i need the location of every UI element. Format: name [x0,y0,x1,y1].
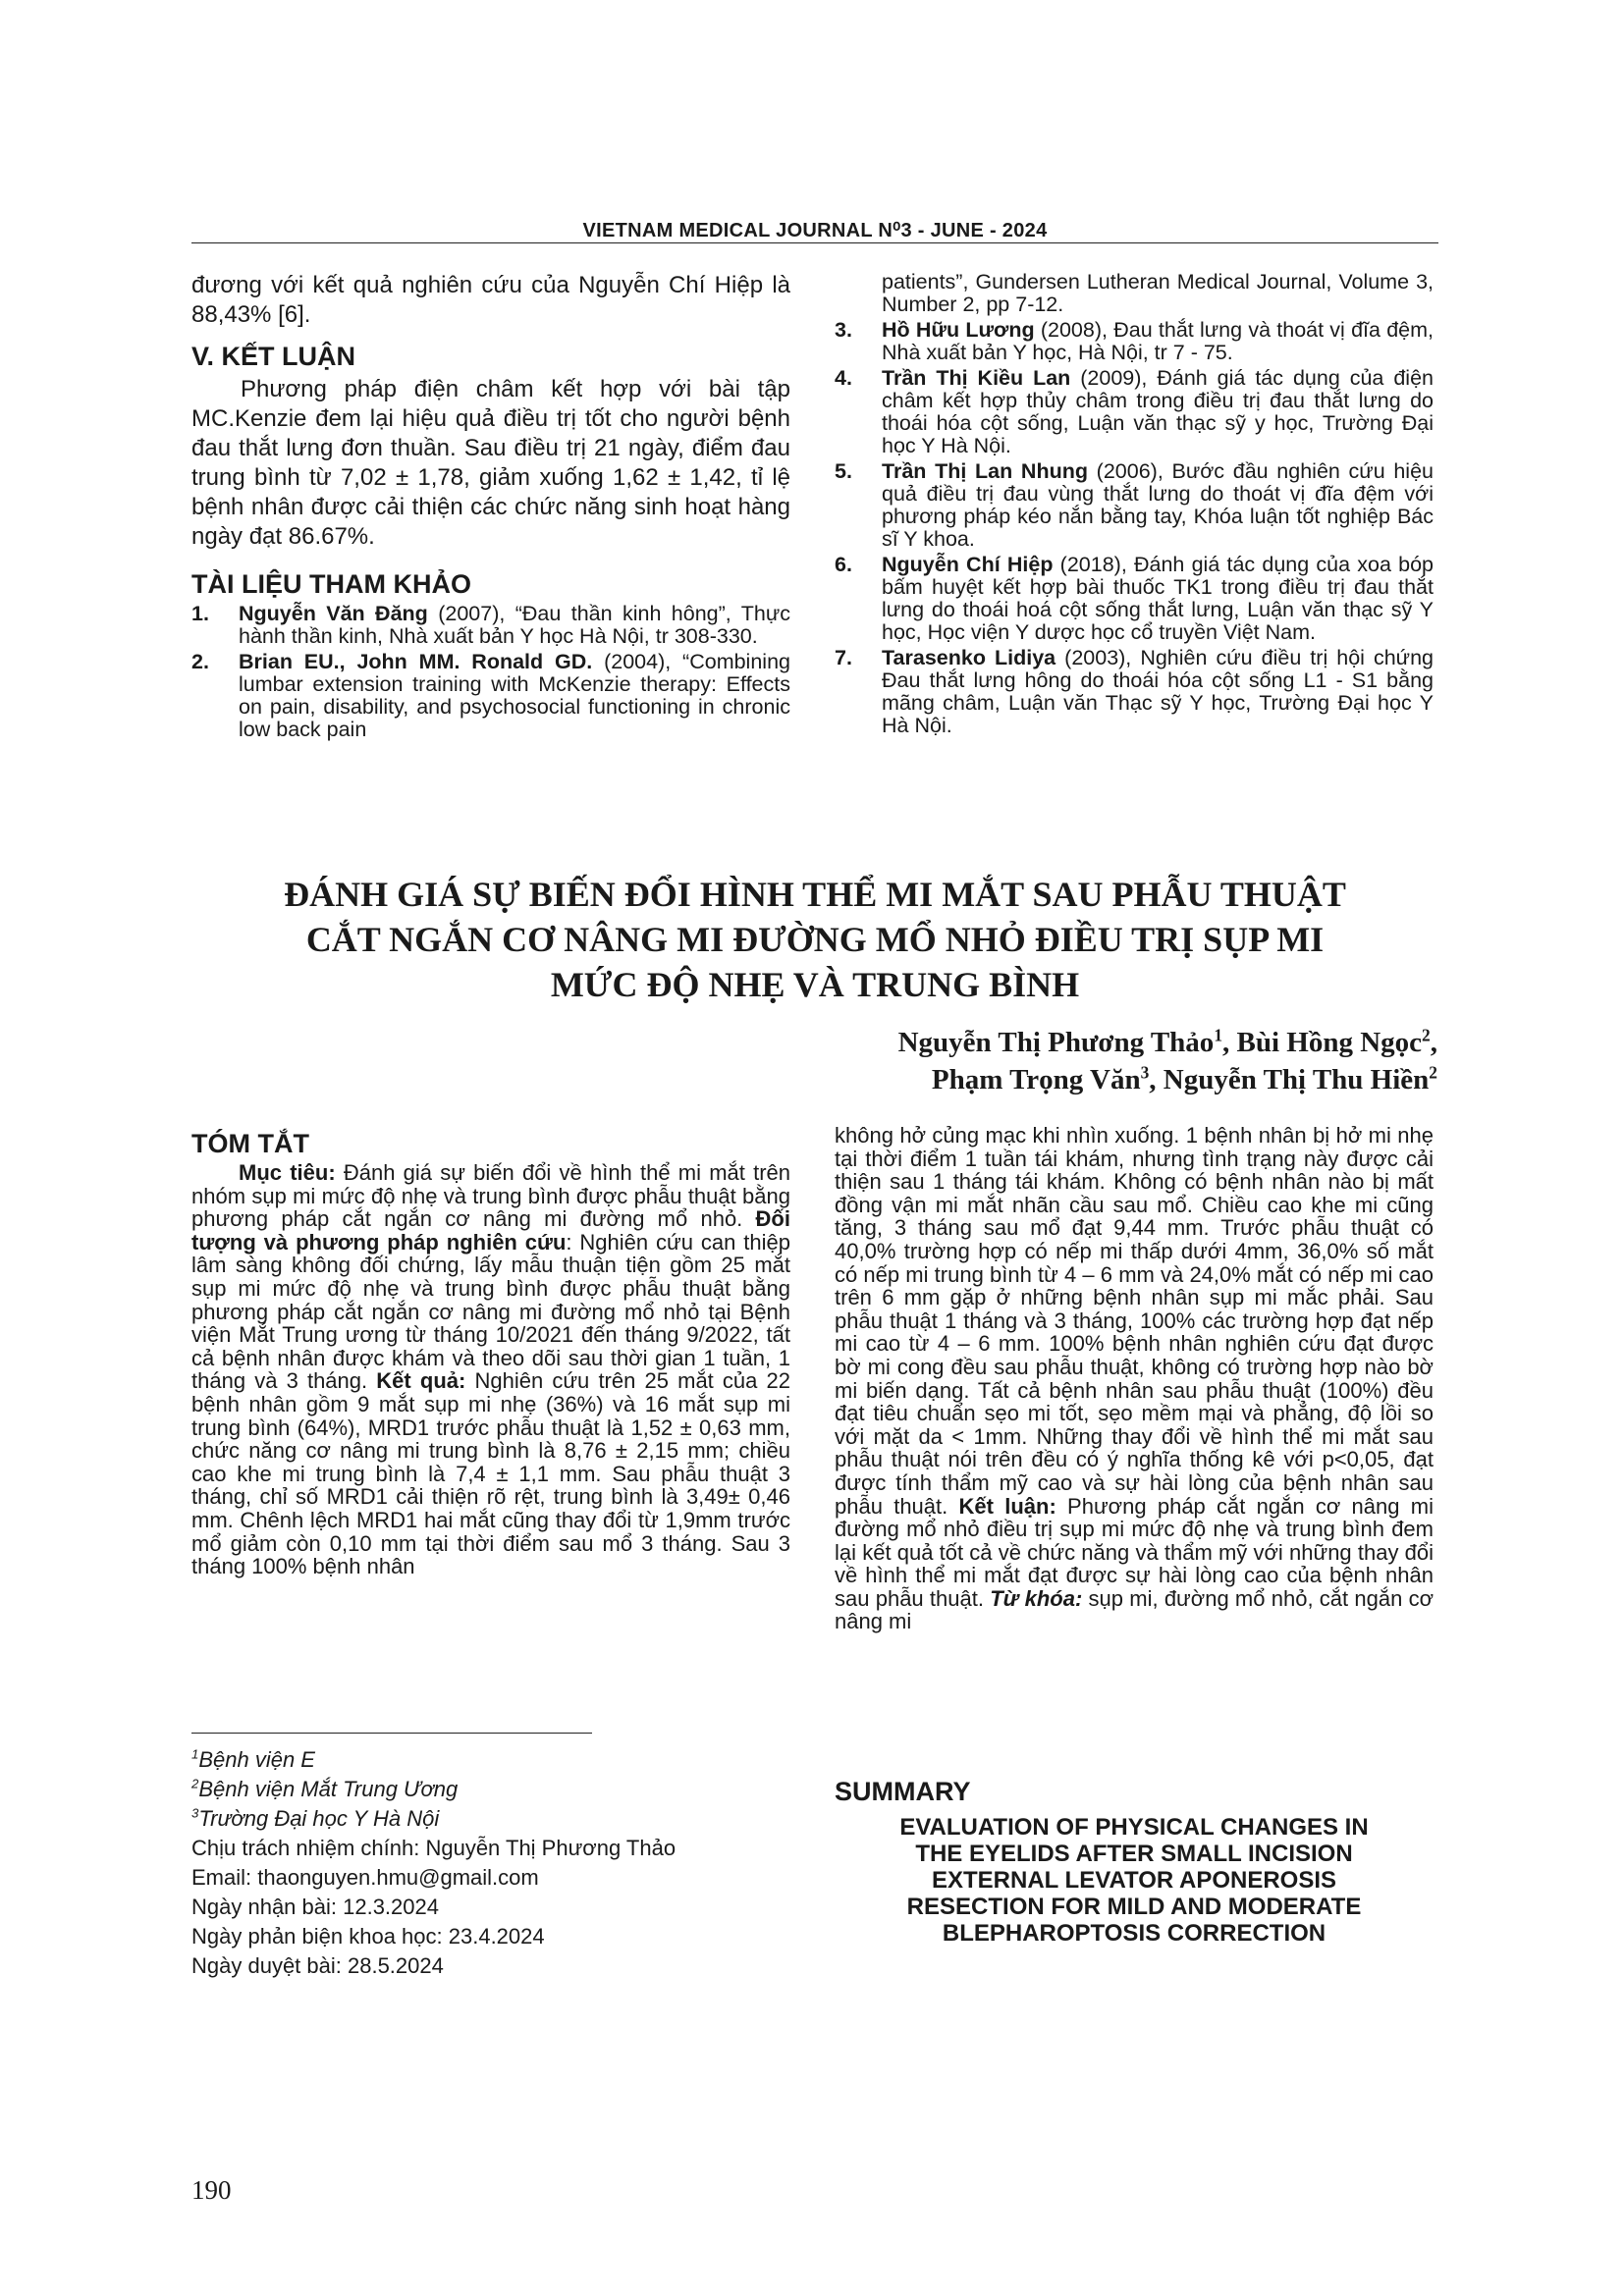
author-name: Bùi Hồng Ngọc [1236,1027,1423,1058]
summary-title-line: EXTERNAL LEVATOR APONEROSIS [931,1867,1337,1894]
received-date: Ngày nhận bài: 12.3.2024 [191,1895,439,1919]
abstract-conclusion-text: Phương pháp cắt ngắn cơ nâng mi đường mổ nhỏ điều trị sụp mi mức độ nhẹ và trung bình đem lại kết quả tốt cả về chức năng và thẩm mỹ với những thay đổi về hình thể mi mắt đạt được sự hài lòng cao của bệnh nhân sau phẫu thuật. [835,1493,1434,1611]
affiliation-number: 1 [191,1746,199,1762]
continued-text: đương với kết quả nghiên cứu của Nguyễn Chí Hiệp là 88,43% [6]. [191,272,790,328]
title-line: MỨC ĐỘ NHẸ VÀ TRUNG BÌNH [550,965,1080,1004]
reference-author: Brian EU., John MM. Ronald GD. [239,650,593,673]
summary-heading: SUMMARY [835,1777,971,1806]
summary-title [835,1814,1434,1947]
objective-label: Mục tiêu: [239,1160,336,1185]
reference-item [835,554,1434,644]
author-affiliation: 3 [1140,1062,1150,1083]
reference-number: 1. [191,602,209,625]
author-name: Nguyễn Thị Phương Thảo [897,1027,1215,1058]
author-affiliation: 2 [1422,1025,1431,1045]
conclusion-label: Kết luận: [958,1493,1056,1519]
keywords-label: Từ khóa: [990,1585,1083,1611]
reference-text: (2004), “Combining lumbar extension training with McKenzie therapy: Effects on pain, disability, and psychosocial functioning in chronic low back pain [239,650,790,741]
reference-item [835,460,1434,551]
reference-text: (2009), Đánh giá tác dụng của điện châm kết hợp thủy châm trong điều trị đau thắt lưng do thoái hóa cột sống, Luận văn thạc sỹ y học, Trường Đại học Y Hà Nội. [882,366,1434,457]
reference-author: Trần Thị Lan Nhung [882,459,1088,483]
reference-author: Trần Thị Kiều Lan [882,366,1071,390]
keywords-text: sụp mi, đường mổ nhỏ, cắt ngắn cơ nâng mi [835,1585,1435,1634]
author-name: Nguyễn Thị Thu Hiền [1163,1064,1430,1095]
reference-author: Hồ Hữu Lương [882,318,1035,342]
reference-item [191,603,790,648]
affiliation-3: Trường Đại học Y Hà Nội [198,1806,440,1831]
reviewed-date: Ngày phản biện khoa học: 23.4.2024 [191,1924,545,1949]
reference-author: Nguyễn Chí Hiệp [882,553,1054,576]
results-label: Kết quả: [376,1368,466,1394]
summary-title-line: EVALUATION OF PHYSICAL CHANGES IN [899,1814,1369,1841]
summary-title-line: THE EYELIDS AFTER SMALL INCISION [915,1841,1353,1867]
reference-number: 3. [835,318,852,342]
running-header: VIETNAM MEDICAL JOURNAL N⁰3 - JUNE - 2024 [582,220,1048,241]
conclusion-text: Phương pháp điện châm kết hợp với bài tập MC.Kenzie đem lại hiệu quả điều trị tốt cho người bệnh đau thắt lưng đơn thuần. Sau điều trị 21 ngày, điểm đau trung bình từ 7,02 ± 1,78, giảm xuống 1,62 ± 1,42, tỉ lệ bệnh nhân được cải thiện các chức năng sinh hoạt hàng ngày đạt 86.67%. [191,376,790,550]
reference-number: 6. [835,553,852,576]
author-name: Phạm Trọng Văn [931,1064,1141,1095]
reference-number: 2. [191,650,209,673]
reference-text: (2007), “Đau thần kinh hông”, Thực hành thần kinh, Nhà xuất bản Y học Hà Nội, tr 308-330. [239,602,790,648]
author-affiliation: 1 [1214,1025,1223,1045]
references-heading: TÀI LIỆU THAM KHẢO [191,569,471,599]
results-text-continued: không hở củng mạc khi nhìn xuống. 1 bệnh nhân bị hở mi nhẹ tại thời điểm 1 tuần tái khám, nhưng tình trạng này được cải thiện sau 1 tháng tái khám. Không có bệnh nhân nào bị mất đồng vận mi mắt nhãn cầu sau mổ. Chiều cao khe mi cũng tăng, 3 tháng sau mổ đạt 9,44 mm. Trước phẫu thuật có 40,0% trường hợp có nếp mi thấp dưới 4mm, 36,0% số mắt có nếp mi trung bình từ 4 – 6 mm và 24,0% mắt có nếp mi cao trên 6 mm gặp ở những bệnh nhân sụp mi mắc phải. Sau phẫu thuật 1 tháng và 3 tháng, 100% các trường hợp đạt nếp mi cao từ 4 – 6 mm. 100% bệnh nhân nghiên cứu đạt được bờ mi cong đều sau phẫu thuật, không có trường hợp nào bờ mi biến dạng. Tất cả bệnh nhân sau phẫu thuật (100%) đều đạt tiêu chuẩn sẹo mi tốt, sẹo mềm mại và phẳng, độ lồi so với mặt da < 1mm. Những thay đổi về hình thể mi mắt sau phẫu thuật nói trên đều có ý nghĩa thống kê với p<0,05, đạt được tính thẩm mỹ cao và sự hài lòng của bệnh nhân sau phẫu thuật. [835,1123,1434,1519]
reference-text: (2018), Đánh giá tác dụng của xoa bóp bấm huyệt kết hợp bài thuốc TK1 trong điều trị đau thắt lưng do thoái hoá cột sống thắt lưng, Luận văn thạc sỹ Y học, Học viện Y dược học cổ truyền Việt Nam. [882,553,1434,644]
affiliation-number: 2 [191,1776,199,1791]
left-column-top [191,271,790,744]
reference-item [191,651,790,741]
summary-title-line: BLEPHAROPTOSIS CORRECTION [942,1920,1326,1947]
approved-date: Ngày duyệt bài: 28.5.2024 [191,1953,444,1978]
results-text: Nghiên cứu trên 25 mắt của 22 bệnh nhân gồm 9 mắt sụp mi nhẹ (36%) và 16 mắt sụp mi trung bình (64%), MRD1 trước phẫu thuật là 1,52 ± 0,63 mm, chức năng cơ nâng mi trung bình là 8,76 ± 2,15 mm; chiều cao khe mi trung bình là 7,4 ± 1,1 mm. Sau phẫu thuật 3 tháng, chỉ số MRD1 cải thiện rõ rệt, trung bình là 3,49± 0,46 mm. Chênh lệch MRD1 hai mắt cũng thay đổi từ 1,9mm trước mổ giảm còn 0,10 mm tại thời điểm sau mổ 3 tháng. Sau 3 tháng 100% bệnh nhân [191,1368,791,1579]
page-number: 190 [191,2175,232,2205]
author-list [898,1024,1437,1098]
header-rule [191,242,1438,243]
title-line: ĐÁNH GIÁ SỰ BIẾN ĐỔI HÌNH THỂ MI MẮT SAU PHẪU THUẬT [284,875,1346,914]
reference-item-continued [835,271,1434,316]
affiliation-number: 3 [191,1805,199,1821]
methods-text: : Nghiên cứu can thiệp lâm sàng không đối chứng, lấy mẫu thuận tiện gồm 25 mắt sụp mi mức độ nhẹ và trung bình được phẫu thuật bằng phương pháp cắt ngắn cơ nâng mi đường mổ nhỏ tại Bệnh viện Mắt Trung ương từ tháng 10/2021 đến tháng 9/2022, tất cả bệnh nhân được khám và theo dõi sau thời gian 1 tuần, 1 tháng và 3 tháng. [191,1229,791,1394]
author-separator: , [1149,1064,1164,1095]
reference-author: Tarasenko Lidiya [882,646,1056,669]
reference-text: (2008), Đau thắt lưng và thoát vị đĩa đệm, Nhà xuất bản Y học, Hà Nội, tr 7 - 75. [882,318,1434,364]
right-column-references [835,271,1434,740]
email-line: Email: thaonguyen.hmu@gmail.com [191,1865,539,1890]
reference-item [835,647,1434,737]
footnotes [191,1745,790,1981]
footnote-rule [191,1733,592,1734]
abstract-right [835,1124,1434,1633]
affiliation-1: Bệnh viện E [198,1747,315,1772]
reference-number: 4. [835,366,852,390]
summary-title-line: RESECTION FOR MILD AND MODERATE [906,1894,1362,1920]
author-separator: , [1430,1027,1437,1058]
author-affiliation: 2 [1429,1062,1437,1083]
article-title [191,872,1438,1007]
reference-item [835,319,1434,364]
reference-text: (2003), Nghiên cứu điều trị hội chứng Đau thắt lưng hông do thoái hóa cột sống L1 - S1 bằng mãng châm, Luận văn Thạc sỹ Y học, Trường Đại học Y Hà Nội. [882,646,1434,737]
abstract-heading: TÓM TẮT [191,1129,309,1158]
reference-item [835,367,1434,457]
abstract-left [191,1161,790,1578]
responsible-author: Chịu trách nhiệm chính: Nguyễn Thị Phương Thảo [191,1836,677,1860]
reference-text: patients”, Gundersen Lutheran Medical Journal, Volume 3, Number 2, pp 7-12. [882,270,1434,316]
reference-author: Nguyễn Văn Đăng [239,602,428,625]
reference-number: 5. [835,459,852,483]
affiliation-2: Bệnh viện Mắt Trung Ương [198,1777,459,1801]
methods-label: Đối tượng và phương pháp nghiên cứu [191,1206,790,1255]
title-line: CẮT NGẮN CƠ NÂNG MI ĐƯỜNG MỔ NHỎ ĐIỀU TRỊ SỤP MI [305,920,1325,959]
author-separator: , [1222,1027,1237,1058]
conclusion-heading: V. KẾT LUẬN [191,342,356,371]
reference-number: 7. [835,646,852,669]
reference-text: (2006), Bước đầu nghiên cứu hiệu quả điều trị đau vùng thắt lưng do thoát vị đĩa đệm với phương pháp kéo nắn bằng tay, Khóa luận tốt nghiệp Bác sĩ Y khoa. [882,459,1434,551]
objective-text: Đánh giá sự biến đổi về hình thể mi mắt trên nhóm sụp mi mức độ nhẹ và trung bình được phẫu thuật bằng phương pháp cắt ngắn cơ nâng mi đường mổ nhỏ. [191,1160,790,1232]
